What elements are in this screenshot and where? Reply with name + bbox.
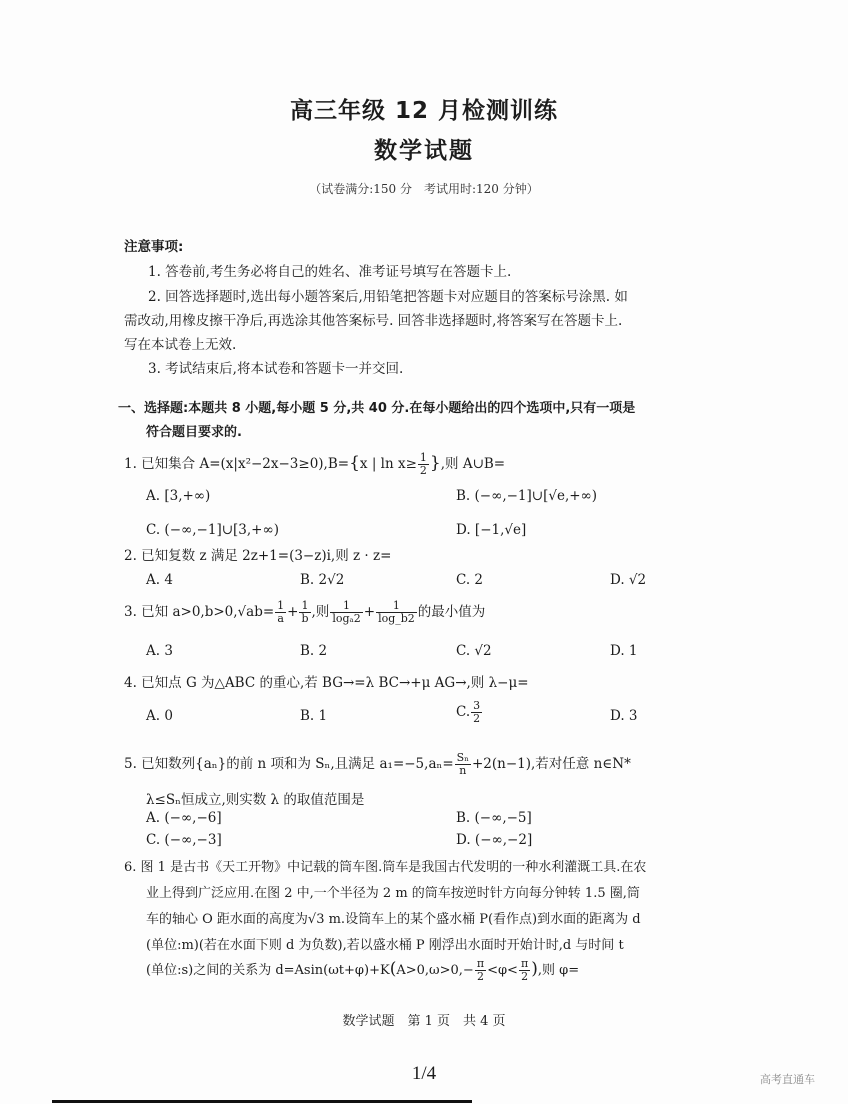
q1-stem-b: x | ln x≥ [359, 456, 417, 472]
q3-frac-3-den: logₐ2 [332, 612, 361, 625]
question-5-cont: λ≤Sₙ恒成立,则实数 λ 的取值范围是 [146, 792, 365, 808]
q5-option-b: B. (−∞,−5] [456, 810, 532, 826]
q1-stem-c: ,则 A∪B= [440, 456, 506, 472]
q3-plus: + [287, 604, 299, 620]
q1-frac-num: 1 [419, 451, 427, 464]
question-1-stem: 1. 已知集合 A=(x|x²−2x−3≥0),B={x | ln x≥ $\frac{1}{2}$ },则 A∪B= [124, 451, 506, 477]
q4-option-c-label: C. [456, 704, 471, 720]
question-6-line-3: 车的轴心 O 距水面的高度为√3 m.设筒车上的某个盛水桶 P(看作点)到水面的距离为 d [146, 912, 641, 927]
q1-option-b: B. (−∞,−1]∪[√e,+∞) [456, 488, 598, 504]
exam-title: 高三年级 12 月检测训练 [289, 98, 559, 124]
q6-frac-2-num: π [520, 957, 529, 970]
q3-option-d: D. 1 [610, 643, 638, 659]
q4-c-den: 2 [473, 712, 481, 725]
section-heading-cont: 符合题目要求的. [146, 425, 242, 440]
q4-option-a: A. 0 [146, 708, 173, 724]
bottom-rule [52, 1100, 472, 1103]
page-number: 1/4 [411, 1063, 437, 1084]
question-5-stem [124, 752, 631, 777]
q1-frac-den: 2 [419, 464, 427, 477]
q5-frac-num: Sₙ [456, 751, 469, 764]
section-heading: 一、选择题:本题共 8 小题,每小题 5 分,共 40 分.在每小题给出的四个选项中,只有一项是 [118, 401, 636, 416]
q3-frac-4-den: log_b2 [378, 612, 415, 625]
q6-last-b: A>0,ω>0,− [396, 963, 474, 978]
watermark: 高考直通车 [760, 1073, 815, 1086]
question-6-line-2: 业上得到广泛应用.在图 2 中,一个半径为 2 m 的筒车按逆时针方向每分钟转 1.5 圈,筒 [146, 886, 640, 901]
q4-option-c [456, 700, 483, 725]
q2-option-b: B. 2√2 [300, 572, 345, 588]
q6-frac-1 [475, 958, 486, 983]
q3-frac-2 [299, 600, 310, 625]
q4-option-c-frac [471, 700, 482, 725]
question-3-stem [124, 600, 485, 625]
q5-stem-a: 5. 已知数列{aₙ}的前 n 项和为 Sₙ,且满足 a₁=−5,aₙ= [124, 756, 454, 772]
q5-frac-den: n [459, 764, 467, 777]
question-4-stem: 4. 已知点 G 为△ABC 的重心,若 BG→=λ BC→+μ AG→,则 λ−μ= [124, 675, 529, 691]
notice-heading: 注意事项: [124, 239, 184, 255]
q6-frac-1-num: π [476, 957, 485, 970]
q4-option-b: B. 1 [300, 708, 328, 724]
q3-frac-3-num: 1 [330, 600, 362, 613]
question-2-stem: 2. 已知复数 z 满足 2z+1=(3−z)i,则 z · z= [124, 548, 392, 564]
q6-last-a: (单位:s)之间的关系为 d=Asin(ωt+φ)+K [146, 963, 390, 978]
q5-option-a: A. (−∞,−6] [146, 810, 222, 826]
q1-stem-a: 1. 已知集合 A=(x|x²−2x−3≥0),B= [124, 456, 350, 472]
q5-option-d: D. (−∞,−2] [456, 832, 533, 848]
notice-item-3: 3. 考试结束后,将本试卷和答题卡一并交回. [148, 361, 404, 377]
q3-frac-1-den: a [277, 612, 284, 625]
question-6-line-4: (单位:m)(若在水面下则 d 为负数),若以盛水桶 P 刚浮出水面时开始计时,d 与时间 t [146, 938, 624, 953]
q6-last-d: ,则 φ= [537, 963, 580, 978]
page-footer: 数学试题 第 1 页 共 4 页 [342, 1014, 506, 1029]
q3-frac-4 [376, 600, 417, 625]
q1-option-a: A. [3,+∞) [146, 488, 211, 504]
q5-fraction [455, 752, 471, 777]
q3-option-a: A. 3 [146, 643, 173, 659]
q6-frac-2-den: 2 [521, 970, 529, 983]
notice-item-1: 1. 答卷前,考生务必将自己的姓名、准考证号填写在答题卡上. [148, 264, 512, 280]
question-6-line-1: 6. 图 1 是古书《天工开物》中记载的筒车图.筒车是我国古代发明的一种水利灌溉工具.在农 [124, 860, 647, 875]
exam-info: （试卷满分:150 分 考试用时:120 分钟） [309, 182, 539, 196]
q4-option-d: D. 3 [610, 708, 638, 724]
exam-subject: 数学试题 [374, 138, 474, 164]
q6-frac-2 [519, 958, 530, 983]
q5-stem-b: +2(n−1),若对任意 n∈N* [471, 756, 631, 772]
q2-option-a: A. 4 [146, 572, 173, 588]
q2-option-c: C. 2 [456, 572, 484, 588]
q3-frac-1-num: 1 [277, 599, 285, 612]
q3-stem-a: 3. 已知 a>0,b>0,√ab= [124, 604, 275, 620]
q3-frac-2-num: 1 [299, 600, 310, 613]
q2-option-d: D. √2 [610, 572, 647, 588]
q3-frac-1 [275, 600, 286, 625]
notice-item-2: 2. 回答选择题时,选出每小题答案后,用铅笔把答题卡对应题目的答案标号涂黑. 如 [148, 289, 628, 305]
q3-stem-b: ,则 [311, 604, 330, 620]
q3-plus-2: + [363, 604, 376, 620]
q4-c-num: 3 [473, 699, 481, 712]
q6-last-c: <φ< [487, 963, 518, 978]
q5-option-c: C. (−∞,−3] [146, 832, 222, 848]
q3-option-b: B. 2 [300, 643, 328, 659]
q1-fraction [418, 452, 429, 477]
q3-frac-3 [330, 600, 362, 625]
question-6-line-5: (单位:s)之间的关系为 d=Asin(ωt+φ)+K(A>0,ω>0,− $\frac{\pi}{2}$ <φ< $\frac{\pi}{2}$ ),则 φ= [146, 957, 580, 983]
q1-option-d: D. [−1,√e] [456, 522, 527, 538]
notice-item-2-cont: 需改动,用橡皮擦干净后,再选涂其他答案标号. 回答非选择题时,将答案写在答题卡上. [124, 313, 623, 329]
q3-stem-c: 的最小值为 [417, 604, 486, 620]
q3-option-c: C. √2 [456, 643, 492, 659]
q6-frac-1-den: 2 [476, 970, 484, 983]
notice-item-2-end: 写在本试卷上无效. [124, 337, 237, 353]
q3-frac-4-num: 1 [376, 600, 417, 613]
q1-option-c: C. (−∞,−1]∪[3,+∞) [146, 522, 279, 538]
q3-frac-2-den: b [301, 612, 309, 625]
